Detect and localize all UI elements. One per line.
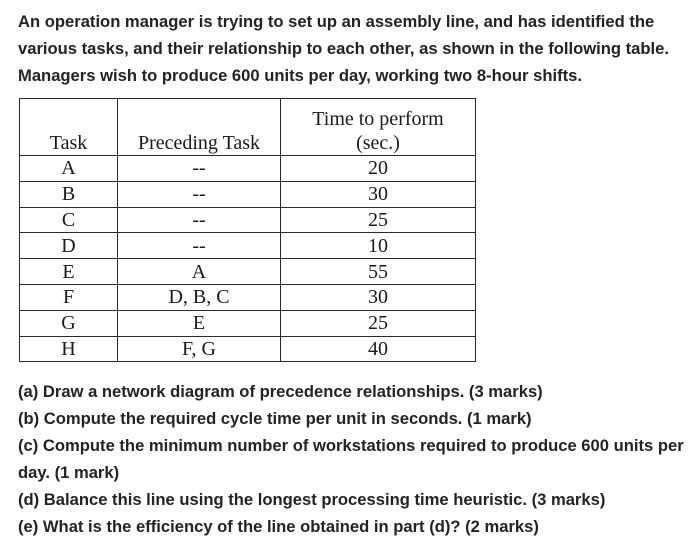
cell-task: G: [20, 310, 118, 336]
intro-line: Managers wish to produce 600 units per day, working two 8-hour shifts.: [18, 66, 582, 85]
cell-preceding: F, G: [118, 336, 281, 362]
cell-preceding: --: [118, 156, 281, 182]
cell-preceding: --: [118, 207, 281, 233]
question-d: (d) Balance this line using the longest processing time heuristic. (3 marks): [18, 490, 606, 509]
cell-time: 40: [281, 336, 476, 362]
table-row: [20, 259, 476, 285]
header-time-line1: Time to perform: [312, 108, 444, 130]
header-time-line2: (sec.): [356, 132, 400, 154]
header-time-to-perform: [281, 99, 476, 156]
cell-time: 30: [281, 284, 476, 310]
question-a: (a) Draw a network diagram of precedence relationships. (3 marks): [18, 382, 543, 401]
table-row: [20, 284, 476, 310]
cell-time: 30: [281, 181, 476, 207]
table-row: [20, 181, 476, 207]
cell-time: 20: [281, 156, 476, 182]
cell-preceding: --: [118, 181, 281, 207]
question-e: (e) What is the efficiency of the line obtained in part (d)? (2 marks): [18, 517, 539, 536]
question-b: (b) Compute the required cycle time per unit in seconds. (1 mark): [18, 409, 532, 428]
cell-time: 10: [281, 233, 476, 259]
table-header-row: [20, 99, 476, 156]
cell-preceding: A: [118, 259, 281, 285]
cell-task: E: [20, 259, 118, 285]
table-row: [20, 233, 476, 259]
intro-line: An operation manager is trying to set up an assembly line, and has identified the: [18, 12, 655, 31]
cell-task: D: [20, 233, 118, 259]
cell-task: B: [20, 181, 118, 207]
intro-line: various tasks, and their relationship to each other, as shown in the following table.: [18, 39, 669, 58]
cell-preceding: --: [118, 233, 281, 259]
cell-task: F: [20, 284, 118, 310]
cell-preceding: E: [118, 310, 281, 336]
cell-task: H: [20, 336, 118, 362]
cell-task: A: [20, 156, 118, 182]
cell-task: C: [20, 207, 118, 233]
intro-paragraph: [18, 8, 688, 89]
questions-list: [18, 378, 688, 540]
cell-time: 25: [281, 207, 476, 233]
question-c-continued: day. (1 mark): [18, 463, 120, 482]
table-row: [20, 336, 476, 362]
table-row: [20, 156, 476, 182]
header-preceding-task: Preceding Task: [118, 99, 281, 156]
task-table: [19, 98, 476, 362]
table-row: [20, 310, 476, 336]
cell-time: 55: [281, 259, 476, 285]
table-row: [20, 207, 476, 233]
cell-preceding: D, B, C: [118, 284, 281, 310]
question-c: (c) Compute the minimum number of workstations required to produce 600 units per: [18, 436, 684, 455]
cell-time: 25: [281, 310, 476, 336]
header-task: Task: [20, 99, 118, 156]
